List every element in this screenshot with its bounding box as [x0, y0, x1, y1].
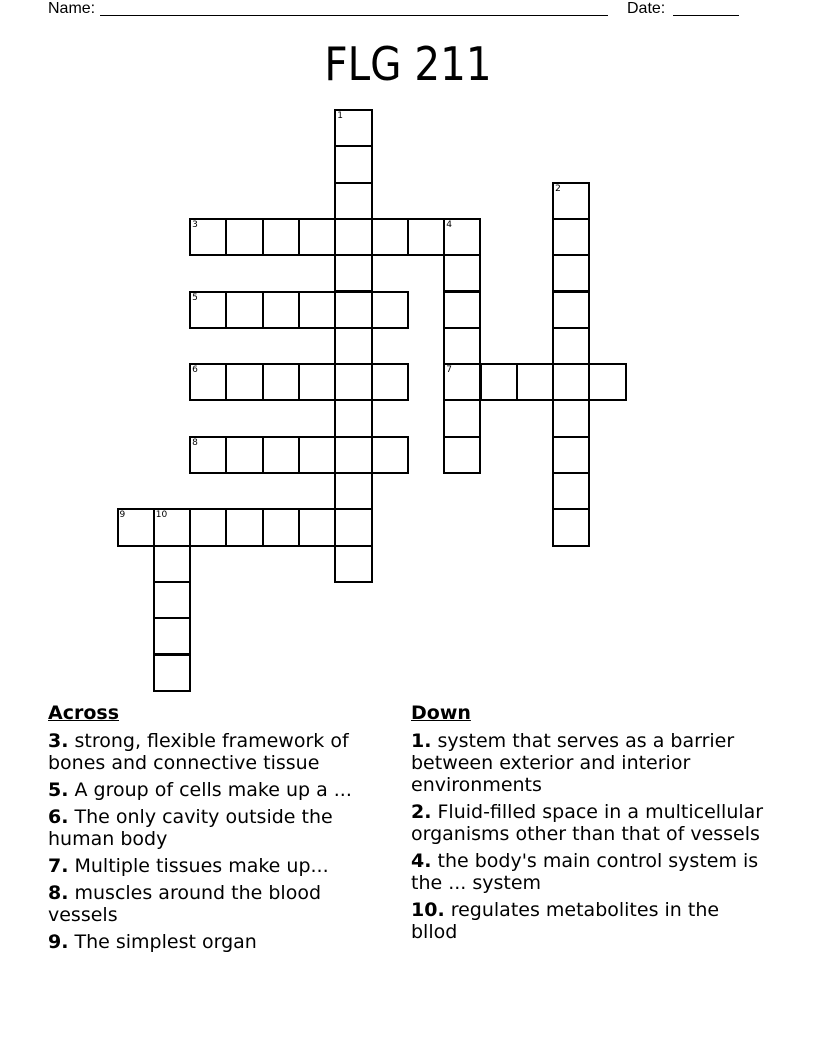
crossword-cell[interactable]	[334, 254, 372, 292]
clue-text: A group of cells make up a ...	[68, 779, 352, 801]
down-clues	[411, 702, 771, 948]
crossword-cell[interactable]	[480, 363, 518, 401]
crossword-cell[interactable]	[153, 617, 191, 655]
cell-number: 2	[555, 183, 561, 194]
crossword-cell[interactable]	[334, 545, 372, 583]
crossword-cell[interactable]	[189, 436, 227, 474]
cell-number: 10	[155, 510, 168, 521]
clue-text: strong, flexible framework of bones and connective tissue	[48, 730, 349, 774]
crossword-cell[interactable]	[443, 436, 481, 474]
clue-text: The only cavity outside the human body	[48, 806, 333, 850]
cell-number: 5	[192, 292, 198, 303]
clue-number: 3.	[48, 730, 69, 752]
crossword-cell[interactable]	[552, 399, 590, 437]
cell-number: 8	[192, 437, 198, 448]
across-clues	[48, 702, 388, 958]
clue-number: 7.	[48, 855, 69, 877]
crossword-cell[interactable]	[153, 545, 191, 583]
crossword-cell[interactable]	[225, 218, 263, 256]
crossword-cell[interactable]	[189, 508, 227, 546]
across-clue-5	[48, 779, 388, 801]
crossword-cell[interactable]	[552, 291, 590, 329]
crossword-cell[interactable]	[117, 508, 155, 546]
clue-text: The simplest organ	[68, 931, 257, 953]
crossword-cell[interactable]	[552, 363, 590, 401]
crossword-cell[interactable]	[371, 291, 409, 329]
crossword-cell[interactable]	[334, 436, 372, 474]
crossword-cell[interactable]	[153, 654, 191, 692]
crossword-cell[interactable]	[588, 363, 626, 401]
crossword-cell[interactable]	[334, 182, 372, 220]
clue-number: 5.	[48, 779, 69, 801]
down-clue-2	[411, 801, 771, 845]
crossword-cell[interactable]	[298, 218, 336, 256]
cell-number: 7	[446, 365, 452, 376]
crossword-cell[interactable]	[262, 436, 300, 474]
crossword-cell[interactable]	[552, 327, 590, 365]
crossword-cell[interactable]	[189, 363, 227, 401]
crossword-cell[interactable]	[443, 363, 481, 401]
across-clue-8	[48, 882, 388, 926]
crossword-cell[interactable]	[298, 291, 336, 329]
down-clue-10	[411, 899, 771, 943]
cell-number: 3	[192, 219, 198, 230]
across-clue-9	[48, 931, 388, 953]
cell-number: 4	[446, 219, 452, 230]
crossword-cell[interactable]	[334, 363, 372, 401]
cell-number: 6	[192, 365, 198, 376]
clue-number: 8.	[48, 882, 69, 904]
clue-text: system that serves as a barrier between exterior and interior environments	[411, 730, 735, 796]
across-clue-7	[48, 855, 388, 877]
across-clue-3	[48, 730, 388, 774]
clue-text: muscles around the blood vessels	[48, 882, 322, 926]
crossword-cell[interactable]	[443, 399, 481, 437]
down-clue-4	[411, 850, 771, 894]
clue-number: 2.	[411, 801, 432, 823]
clue-number: 10.	[411, 899, 445, 921]
crossword-cell[interactable]	[552, 508, 590, 546]
crossword-cell[interactable]	[334, 145, 372, 183]
crossword-cell[interactable]	[298, 363, 336, 401]
name-label: Name:	[48, 0, 96, 17]
across-heading: Across	[48, 702, 120, 724]
crossword-cell[interactable]	[407, 218, 445, 256]
crossword-cell[interactable]	[153, 508, 191, 546]
crossword-cell[interactable]	[334, 508, 372, 546]
crossword-cell[interactable]	[189, 218, 227, 256]
clue-number: 4.	[411, 850, 432, 872]
crossword-cell[interactable]	[334, 399, 372, 437]
crossword-cell[interactable]	[371, 363, 409, 401]
crossword-cell[interactable]	[371, 218, 409, 256]
clue-text: regulates metabolites in the bllod	[411, 899, 720, 943]
crossword-cell[interactable]	[262, 291, 300, 329]
clue-text: Multiple tissues make up...	[68, 855, 329, 877]
clue-number: 9.	[48, 931, 69, 953]
crossword-cell[interactable]	[298, 436, 336, 474]
down-clue-1	[411, 730, 771, 796]
crossword-cell[interactable]	[334, 109, 372, 147]
crossword-cell[interactable]	[225, 508, 263, 546]
crossword-cell[interactable]	[516, 363, 554, 401]
cell-number: 9	[119, 510, 126, 521]
crossword-cell[interactable]	[225, 436, 263, 474]
clue-text: the body's main control system is the ... system	[411, 850, 759, 894]
crossword-cell[interactable]	[262, 363, 300, 401]
crossword-cell[interactable]	[443, 291, 481, 329]
crossword-cell[interactable]	[225, 291, 263, 329]
cell-number: 1	[337, 111, 344, 121]
crossword-cell[interactable]	[225, 363, 263, 401]
crossword-cell[interactable]	[153, 581, 191, 619]
crossword-cell[interactable]	[443, 327, 481, 365]
crossword-cell[interactable]	[443, 254, 481, 292]
date-label: Date:	[627, 0, 666, 17]
crossword-cell[interactable]	[334, 291, 372, 329]
crossword-cell[interactable]	[334, 472, 372, 510]
crossword-cell[interactable]	[262, 218, 300, 256]
down-heading: Down	[411, 702, 471, 724]
clue-number: 6.	[48, 806, 69, 828]
crossword-cell[interactable]	[262, 508, 300, 546]
clue-text: Fluid-filled space in a multicellular organisms other than that of vessels	[411, 801, 764, 845]
page-title: FLG 211	[324, 37, 492, 91]
crossword-cell[interactable]	[334, 218, 372, 256]
crossword-cell[interactable]	[298, 508, 336, 546]
crossword-cell[interactable]	[371, 436, 409, 474]
crossword-cell[interactable]	[552, 218, 590, 256]
crossword-cell[interactable]	[443, 218, 481, 256]
crossword-cell[interactable]	[552, 254, 590, 292]
crossword-cell[interactable]	[189, 291, 227, 329]
crossword-cell[interactable]	[552, 472, 590, 510]
crossword-cell[interactable]	[334, 327, 372, 365]
crossword-cell[interactable]	[552, 182, 590, 220]
clue-number: 1.	[411, 730, 432, 752]
crossword-cell[interactable]	[552, 436, 590, 474]
across-clue-6	[48, 806, 388, 850]
